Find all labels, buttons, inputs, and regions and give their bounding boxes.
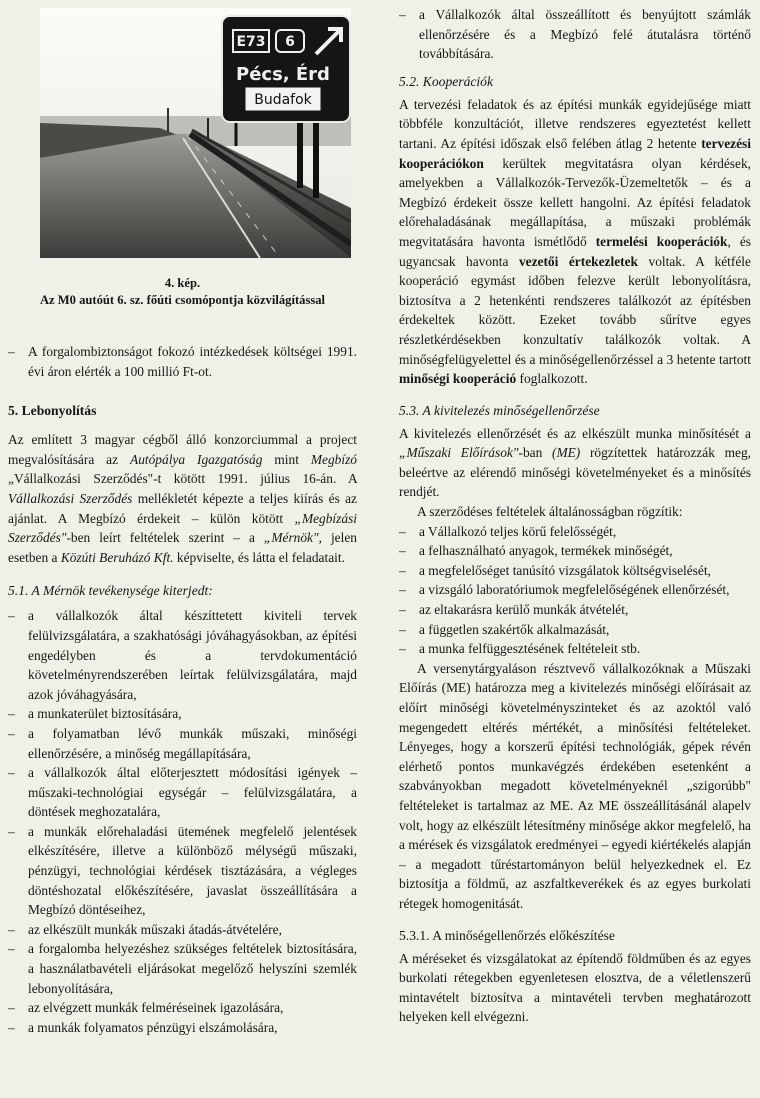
list-item: – a független szakértők alkalmazását, — [399, 621, 610, 637]
svg-text:Pécs, Érd: Pécs, Érd — [236, 64, 330, 85]
list-item: – az elkészült munkák műszaki átadás-átvételére, — [8, 921, 282, 937]
list-item: – a vállalkozók által előterjesztett módosítási igények – műszaki-technológiai egységár – felülvizsgálatára, a döntések meghozatalára, — [8, 765, 357, 820]
list-item: – A forgalombiztonságot fokozó intézkedések költségei 1991. évi áron elérték a 100 millió Ft-ot. — [8, 344, 357, 379]
section-5-3-intro: A szerződéses feltételek általánosságban rögzítik: — [417, 504, 683, 520]
list-item: – az elvégzett munkák felméréseinek igazolására, — [8, 1000, 284, 1016]
list-item: – az eltakarásra kerülő munkák átvételét, — [399, 602, 629, 618]
highway-photo — [40, 8, 351, 258]
svg-text:E73: E73 — [236, 34, 266, 50]
svg-text:Budafok: Budafok — [254, 92, 312, 108]
list-item: – a Vállalkozó teljes körű felelősségét, — [399, 523, 617, 539]
section-5-3-heading: 5.3. A kivitelezés minőségellenőrzése — [399, 402, 600, 418]
list-item: – a forgalomba helyezéshez szükséges feltételek biztosítására, a használatbavételi eljárásokat megelőző helyszíni szemlék lebonyolítására, — [8, 941, 357, 996]
engineer-task-list — [8, 606, 357, 1037]
svg-text:6: 6 — [285, 34, 295, 50]
list-item: – a munkaterület biztosítására, — [8, 706, 182, 722]
list-item: – a folyamatban lévő munkák műszaki, minőségi ellenőrzésére, a minőség megállapítására, — [8, 725, 357, 761]
list-item: – a vizsgáló laboratóriumok megfelelőségének ellenőrzését, — [399, 582, 730, 598]
list-item: – a vállalkozók által készíttetett kiviteli tervek felülvizsgálatára, a szakhatósági jóváhagyásokban, az építési engedélyben és a tervdokumentáció követelményrendszerében leírtak felülvizsgálatára, majd azok jóváhagyására, — [8, 608, 357, 702]
section-5-2-paragraph: A tervezési feladatok és az építési munkák egyidejűsége miatt többféle konzultációt, illetve rendszeres egyeztetést kellett tartani. Az építési időszak első felében átlag 2 hetente tervezési kooperációkon kerültek megvitatásra olyan kérdések, amelyekben a Vállalkozók-Tervezők-Üzemeltetők – és a Megbízó érdekeit össze kellett hangolni. Az építési feladatok előrehaladásának megállapítása, a műszaki problémák megvitatására havonta ismétlődő termelési kooperációk, és ugyancsak havonta vezetői értekezletek voltak. A kétféle kooperáció egymást időben felezve került lebonyolításra, biztosítva a 2 hetenkénti rendszeres találkozót az építésben érdekeltek között. Ezeket tovább sűrítve egyes részletkérdésekben konzultatív találkozók voltak. A minőségfelügyelettel és a minőségellenőrzéssel a 3 hetente tartott minőségi kooperáció foglalkozott. — [399, 96, 751, 387]
right-column — [399, 5, 751, 1027]
section-5-3-paragraph: A kivitelezés ellenőrzését és az elkészült munka minősítését a „Műszaki Előírások"-ban (ME) rögzítettek határozzák meg, beleértve az elérendő minőségi követelményeket és a minősítés rendjét. — [399, 425, 751, 500]
list-item: – a megfelelőséget tanúsító vizsgálatok költségviselését, — [399, 562, 711, 578]
section-5-3-1-heading: 5.3.1. A minőségellenőrzés előkészítése — [399, 927, 615, 943]
list-item: – a felhasználható anyagok, termékek minőségét, — [399, 543, 673, 559]
section-5-paragraph: Az említett 3 magyar cégből álló konzorciummal a project megvalósítására az Autópálya Igazgatóság mint Megbízó „Vállalkozási Szerződés"-t kötött 1991. július 16-án. A Vállalkozási Szerződés mellékletét képezte a teljes kiírás és az ajánlat. A Megbízó érdekeit – külön kötött „Megbízási Szerződés"-ben leírt feltételek szerint – a „Mérnök", jelen esetben a Közúti Beruházó Kft. képviselte, és látta el feladatait. — [8, 432, 358, 565]
list-item: – a munka felfüggesztésének feltételeit stb. — [399, 641, 641, 657]
section-5-heading: 5. Lebonyolítás — [8, 403, 97, 419]
list-item: – a munkák előrehaladási ütemének megfelelő jelentések elkészítésére, illetve a különböző mélységű műszaki, pénzügyi, technológiai kérdések tisztázására, a végleges döntéshozatal előkészítésére, javaslat összeállítására a Megbízó döntéseihez, — [8, 823, 357, 918]
section-5-3-1-paragraph: A méréseket és vizsgálatokat az építendő földműben és az egyes burkolati rétegekben egyenletesen elosztva, de a véletlenszerű mintavételt biztosítva a mintavételi tervben meghatározott helyeken kell elvégezni. — [399, 950, 751, 1025]
figure-caption-text: Az M0 autóút 6. sz. főúti csomópontja közvilágítással — [39, 293, 326, 307]
figure-caption-number: 4. kép. — [164, 276, 201, 290]
section-5-2-heading: 5.2. Kooperációk — [399, 73, 494, 89]
list-item: – a munkák folyamatos pénzügyi elszámolására, — [8, 1019, 278, 1035]
list-item: – a Vállalkozók által összeállított és benyújtott számlák ellenőrzésére és a Megbízó felé átutalásra történő továbbítására. — [399, 7, 751, 62]
highway-illustration — [40, 8, 351, 258]
section-5-1-heading: 5.1. A Mérnök tevékenysége kiterjedt: — [8, 583, 213, 599]
section-5-3-long-paragraph: A versenytárgyaláson résztvevő vállalkozóknak a Műszaki Előírás (ME) határozza meg a kivitelezés minőségi előírásait az előírt minőségi követelményszinteket és az azoktól való megengedett eltérés mértékét, a minősítési feltételeket. Lényeges, hogy a korszerű építési technológiák, gépek révén elérhető pontos munkavégzés érdekében esetenként a szabványokban megadott követelményeknél „szigorúbb" feltételeket is tartalmaz az ME. Az ME összeállításánál alapelv volt, hogy az elkészült létesítmény minősége akkor megfelelő, ha a mérések és vizsgálatok eredményei – egyedi kiértékelés alapján – a megadott tűréstartományon belül helyezkednek el. Ez biztosítja a földmű, az aszfaltkeverékek és az egyes burkolati rétegek homogenitását. — [399, 660, 751, 911]
left-column — [8, 342, 357, 1037]
contract-conditions-list — [399, 522, 751, 659]
